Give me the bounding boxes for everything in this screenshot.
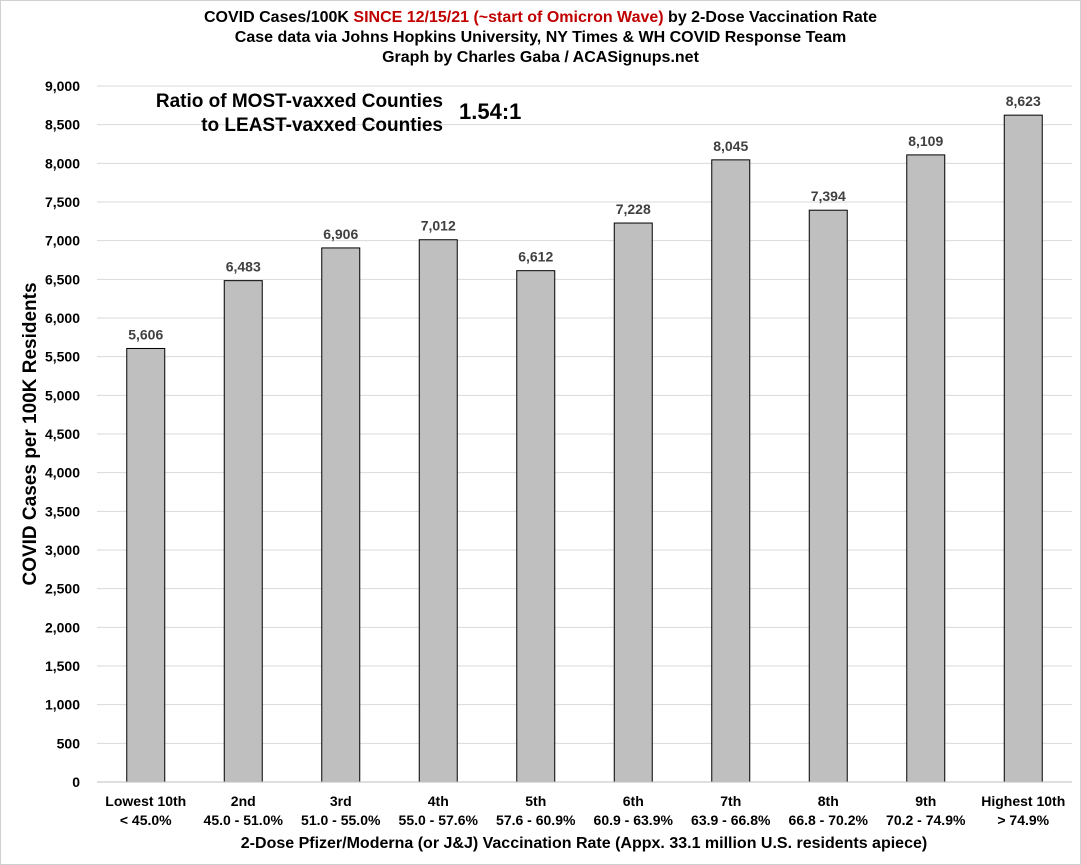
title-line-1-highlight: SINCE 12/15/21 (~start of Omicron Wave) — [353, 9, 664, 26]
bar — [224, 281, 262, 782]
category-label: 4th — [427, 793, 449, 809]
data-label: 6,906 — [323, 225, 359, 242]
bars — [127, 115, 1043, 782]
data-label: 5,606 — [128, 326, 164, 343]
bar — [614, 223, 652, 782]
bar — [907, 155, 945, 782]
y-tick-label: 7,000 — [44, 232, 80, 249]
bar — [517, 271, 555, 782]
y-tick-label: 9,000 — [44, 78, 80, 94]
bar — [1004, 115, 1042, 782]
ratio-annotation-value: 1.54:1 — [459, 99, 522, 124]
bar — [127, 348, 165, 782]
title-line-1-post: by 2-Dose Vaccination Rate — [663, 9, 877, 26]
y-tick-label: 4,000 — [44, 464, 80, 481]
category-label: 5th — [525, 793, 547, 809]
category-label: 3rd — [329, 793, 352, 809]
bar — [419, 240, 457, 782]
title-line-3: Graph by Charles Gaba / ACASignups.net — [382, 49, 699, 66]
bar — [809, 210, 847, 782]
y-tick-label: 1,500 — [44, 658, 80, 674]
category-range-label: < 45.0% — [119, 812, 172, 828]
y-tick-label: 8,500 — [44, 116, 80, 133]
category-label: 7th — [720, 793, 742, 809]
data-label: 6,612 — [518, 248, 554, 265]
category-label: 2nd — [230, 793, 256, 809]
category-range-label: 60.9 - 63.9% — [593, 812, 673, 828]
y-tick-label: 5,500 — [44, 348, 80, 365]
ratio-annotation-line-2: to LEAST-vaxxed Counties — [201, 115, 443, 136]
y-tick-label: 5,000 — [44, 387, 80, 404]
data-label: 8,045 — [713, 137, 749, 154]
bar — [322, 248, 360, 782]
data-label: 7,012 — [420, 217, 456, 234]
title-line-1-pre: COVID Cases/100K — [204, 9, 354, 26]
y-tick-label: 8,000 — [44, 155, 80, 172]
y-tick-label: 6,000 — [44, 310, 80, 326]
y-tick-label: 2,500 — [44, 580, 80, 597]
category-range-label: 55.0 - 57.6% — [398, 812, 478, 828]
category-range-label: 51.0 - 55.0% — [301, 812, 381, 828]
y-axis-ticks — [45, 78, 80, 790]
y-axis-label: COVID Cases per 100K Residents — [20, 282, 42, 586]
category-label: 6th — [622, 793, 644, 809]
data-label: 6,483 — [225, 258, 261, 275]
x-axis-categories — [105, 793, 1065, 828]
y-tick-label: 2,000 — [44, 619, 80, 636]
category-label: Lowest 10th — [105, 793, 187, 809]
y-tick-label: 1,000 — [44, 696, 80, 713]
data-label: 8,623 — [1005, 93, 1041, 110]
y-tick-label: 4,500 — [44, 426, 80, 442]
category-label: Highest 10th — [981, 793, 1066, 809]
y-tick-label: 0 — [72, 774, 80, 790]
category-range-label: 70.2 - 74.9% — [886, 812, 966, 828]
category-range-label: > 74.9% — [997, 812, 1050, 828]
data-label: 8,109 — [908, 132, 944, 149]
y-tick-label: 500 — [56, 735, 80, 752]
y-tick-label: 6,500 — [44, 271, 80, 288]
category-label: 9th — [915, 793, 937, 809]
data-label: 7,394 — [810, 188, 846, 205]
y-tick-label: 3,000 — [44, 542, 80, 558]
ratio-annotation-line-1: Ratio of MOST-vaxxed Counties — [155, 91, 443, 112]
y-tick-label: 3,500 — [44, 503, 80, 520]
category-range-label: 66.8 - 70.2% — [788, 812, 868, 828]
y-tick-label: 7,500 — [44, 194, 80, 210]
data-label: 7,228 — [615, 201, 651, 218]
x-axis-label: 2-Dose Pfizer/Moderna (or J&J) Vaccination Rate (Appx. 33.1 million U.S. residents apiece) — [240, 835, 928, 852]
category-range-label: 45.0 - 51.0% — [203, 812, 283, 828]
category-range-label: 57.6 - 60.9% — [496, 812, 576, 828]
category-range-label: 63.9 - 66.8% — [691, 812, 771, 828]
bar — [712, 160, 750, 782]
title-line-2: Case data via Johns Hopkins University, NY Times & WH COVID Response Team — [234, 29, 847, 46]
category-label: 8th — [817, 793, 839, 809]
